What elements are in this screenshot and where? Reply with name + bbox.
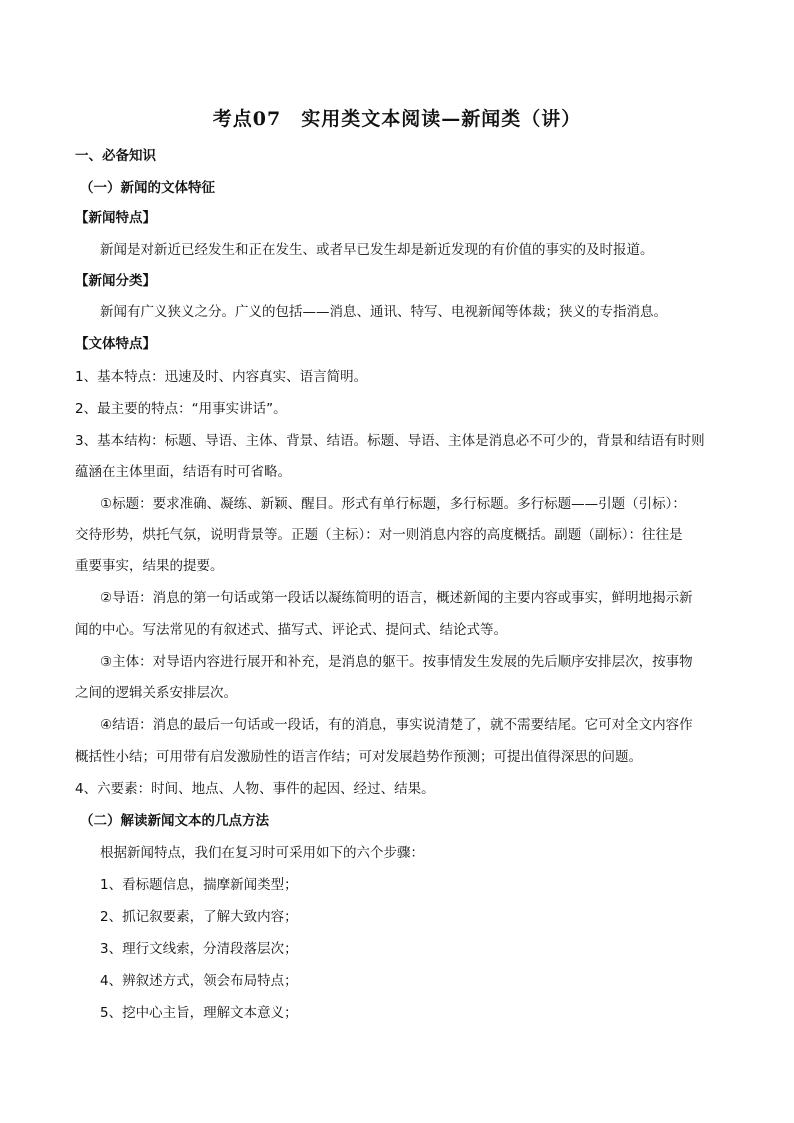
sub-item-lead-line2: 闻的中心。写法常见的有叙述式、描写式、评论式、提问式、结论式等。 — [75, 622, 507, 638]
subsection-heading-features: （一）新闻的文体特征 — [80, 180, 215, 196]
sub-item-body-line1: ③主体：对导语内容进行展开和补充，是消息的躯干。按事情发生发展的先后顺序安排层次，按事物 — [100, 654, 693, 670]
sub-item-ending-line1: ④结语：消息的最后一句话或一段话，有的消息，事实说清楚了，就不需要结尾。它可对全文内容作 — [100, 717, 693, 733]
sub-item-title-line3: 重要事实，结果的提要。 — [75, 558, 224, 574]
section-heading-knowledge: 一、必备知识 — [75, 148, 156, 164]
tag-style-features: 【文体特点】 — [75, 336, 156, 352]
sub-item-body-line2: 之间的逻辑关系安排层次。 — [75, 685, 237, 701]
step-item-1: 1、看标题信息，揣摩新闻类型； — [100, 877, 298, 893]
list-item-main-feature: 2、最主要的特点：“用事实讲话”。 — [75, 401, 287, 417]
paragraph-news-features: 新闻是对新近已经发生和正在发生、或者早已发生却是新近发现的有价值的事实的及时报道。 — [100, 242, 654, 258]
list-item-structure-line1: 3、基本结构：标题、导语、主体、背景、结语。标题、导语、主体是消息必不可少的，背景和结语有时则 — [75, 433, 705, 449]
tag-news-categories: 【新闻分类】 — [75, 273, 156, 289]
step-item-2: 2、抓记叙要素，了解大致内容； — [100, 909, 298, 925]
list-item-structure-line2: 蕴涵在主体里面，结语有时可省略。 — [75, 464, 291, 480]
step-item-5: 5、挖中心主旨，理解文本意义； — [100, 1005, 298, 1021]
document-title: 考点07 实用类文本阅读—新闻类（讲） — [212, 108, 582, 130]
subsection-heading-methods: （二）解读新闻文本的几点方法 — [80, 813, 269, 829]
step-item-3: 3、理行文线索，分清段落层次； — [100, 941, 298, 957]
paragraph-methods-intro: 根据新闻特点，我们在复习时可采用如下的六个步骤： — [100, 845, 424, 861]
sub-item-lead-line1: ②导语：消息的第一句话或第一段话以凝练简明的语言，概述新闻的主要内容或事实，鲜明地揭示新 — [100, 590, 693, 606]
list-item-basic-features: 1、基本特点：迅速及时、内容真实、语言简明。 — [75, 369, 368, 385]
tag-news-features: 【新闻特点】 — [75, 210, 156, 226]
sub-item-ending-line2: 概括性小结；可用带有启发激励性的语言作结；可对发展趋势作预测；可提出值得深思的问题。 — [75, 749, 642, 765]
step-item-4: 4、辨叙述方式，领会布局特点； — [100, 973, 298, 989]
paragraph-news-categories: 新闻有广义狭义之分。广义的包括——消息、通讯、特写、电视新闻等体裁；狭义的专指消息。 — [100, 304, 667, 320]
sub-item-title-line2: 交待形势，烘托气氛，说明背景等。正题（主标）：对一则消息内容的高度概括。副题（副标）：往往是 — [75, 527, 683, 543]
sub-item-title-line1: ①标题：要求准确、凝练、新颖、醒目。形式有单行标题，多行标题。多行标题——引题（引标）： — [100, 496, 686, 512]
list-item-six-elements: 4、六要素：时间、地点、人物、事件的起因、经过、结果。 — [75, 781, 435, 797]
